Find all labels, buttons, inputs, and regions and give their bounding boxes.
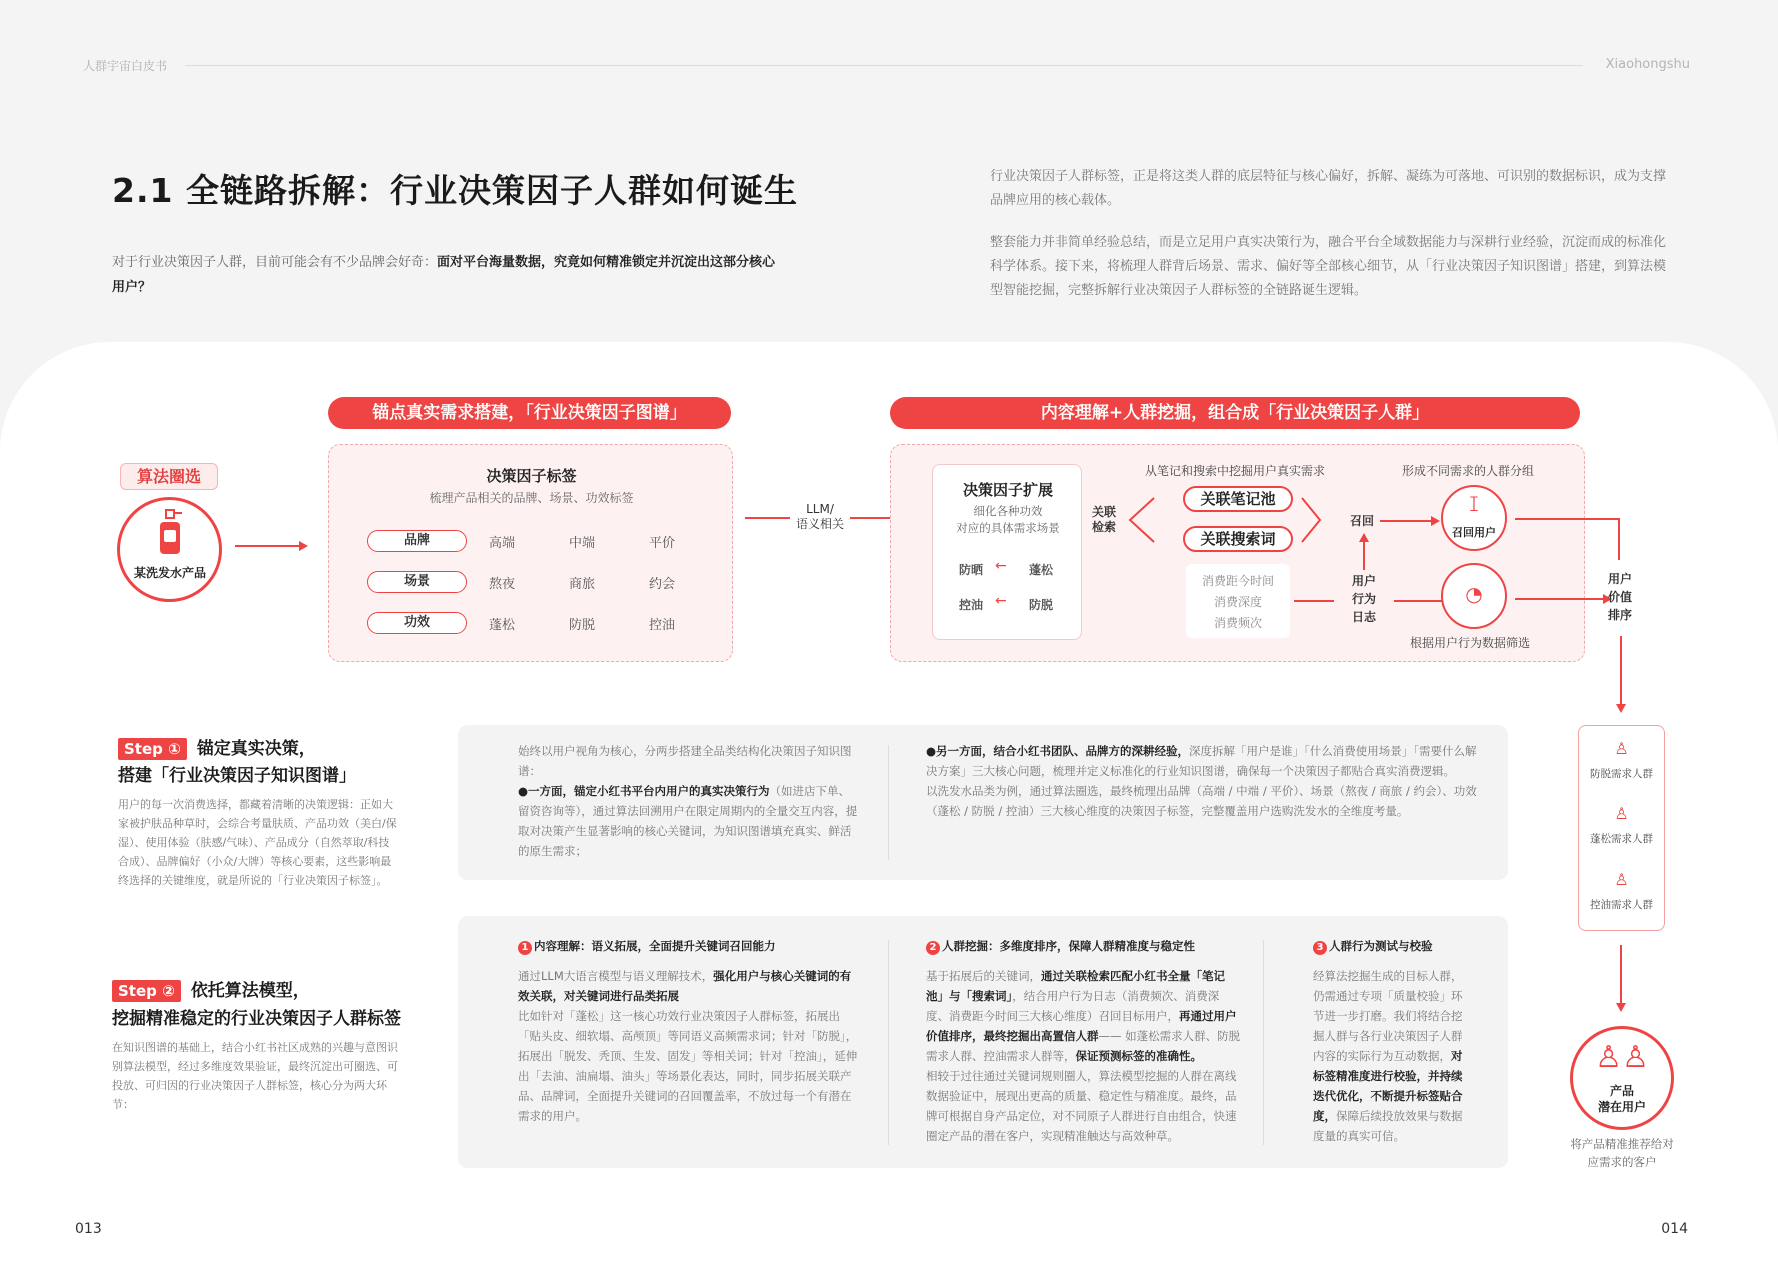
person-icon: ♙ — [1614, 804, 1629, 823]
left-arrow-icon: ← — [995, 558, 1007, 574]
step2-col2: 基于拓展后的关键词，通过关联检索匹配小红书全量「笔记池」与「搜索词」，结合用户行为日志（消费频次、消费深度、消费距今时间三大核心维度）召回目标用户，再通过用户价值排序，最终挖掘出高置信人群—— 如蓬松需求人群、防脱需求人群、控油需求人群等，保证预测标签的准确性。 相较于过往通过关键词规则圈人，算法模型挖掘的人群在离线数据验证中，展现出更高的质量、稳定性与精准度。最终，品牌可根据自身产品定位，对不同原子人群进行自由组合，快速圈定产品的潜在客户，实现精准触达与高效种草。 — [926, 969, 1241, 1143]
filter-icon: ◔ — [1465, 582, 1483, 606]
person-icon: ♙ — [1614, 870, 1629, 889]
step2-col1: 通过LLM大语言模型与语义理解技术，强化用户与核心关键词的有效关联，对关键词进行品类拓展 比如针对「蓬松」这一核心功效行业决策因子人群标签，拓展出「贴头皮、细软塌、高颅顶」等同语义高频需求词；针对「防脱」，拓展出「脱发、秃顶、生发、固发」等相关词；针对「控油」，延伸出「去油、油扁塌、油头」等场景化表达，同时，同步拓展关联产品、品牌词，全面提升关键词的召回覆盖率，不放过每一个有潜在需求的用户。 — [518, 969, 858, 1123]
recall-users-circle — [1441, 485, 1507, 551]
tag-cell: 中端 — [568, 536, 595, 551]
left-arrow-icon: ← — [995, 593, 1007, 609]
potential-users-label: 产品 潜在用户 — [1597, 1084, 1646, 1114]
line-down-sort — [1618, 518, 1620, 560]
divider — [1263, 940, 1264, 1145]
expand-title: 决策因子扩展 — [962, 481, 1053, 499]
tag-cell: 熬夜 — [488, 577, 515, 592]
step1-desc: 用户的每一次消费选择，都藏着清晰的决策逻辑：正如大家被护肤品种草时，会综合考量肤质、产品功效（美白/保湿）、使用体验（肤感/气味）、产品成分（自然萃取/科技合成）、品牌偏好（小众/大牌）等核心要素，这些影响最终选择的关键维度，就是所说的「行业决策因子标签」。 — [118, 798, 397, 887]
step2-col3: 经算法挖掘生成的目标人群，仍需通过专项「质量校验」环节进一步打磨。我们将结合挖掘人群与各行业决策因子人群内容的实际行为互动数据，对标签精准度进行校验，并持续迭代优化，不断提升标签贴合度，保障后续投放效果与数据度量的真实可信。 — [1313, 969, 1463, 1143]
right-paragraph-2: 整套能力并非简单经验总结，而是立足用户真实决策行为，融合平台全域数据能力与深耕行业经验，沉淀而成的标准化科学体系。接下来，将梳理人群背后场景、需求、偏好等全部核心细节，从「行业决策因子知识图谱」搭建，到算法模型智能挖掘，完整拆解行业决策因子人群标签的全链路诞生逻辑。 — [990, 235, 1667, 298]
expand-box — [932, 464, 1082, 640]
divider — [888, 940, 889, 1145]
line-recall-to-sort — [1515, 518, 1620, 520]
fork-connector — [1122, 490, 1182, 550]
line-to-potential — [1620, 945, 1622, 1005]
right-paragraph-1: 行业决策因子人群标签，正是将这类人群的底层特征与核心偏好，拆解、凝练为可落地、可识别的数据标识，成为支撑品牌应用的核心载体。 — [990, 169, 1667, 208]
note-pool-pill: 关联笔记池 — [1183, 486, 1293, 512]
search-word-pill: 关联搜索词 — [1183, 526, 1293, 552]
group-title: 形成不同需求的人群分组 — [1402, 464, 1535, 478]
recommend-text: 将产品精准推荐给对应需求的客户 — [1570, 1137, 1674, 1169]
step2-detail-box — [458, 916, 1508, 1168]
page-title: 2.1 全链路拆解：行业决策因子人群如何诞生 — [112, 171, 798, 210]
expand-cell: 防脱 — [1029, 598, 1054, 612]
number-badge: 2 — [926, 941, 940, 955]
tag-cell: 蓬松 — [488, 618, 515, 633]
intro-text: 对于行业决策因子人群，目前可能会有不少品牌会好奇：面对平台海量数据，究竟如何精准锁定并沉淀出这部分核心用户？ — [112, 255, 776, 295]
tags-title: 决策因子标签 — [486, 467, 577, 485]
header-right: Xiaohongshu — [1605, 57, 1690, 72]
tag-cell: 商旅 — [568, 577, 595, 592]
arrow-log-up — [1363, 540, 1365, 570]
header-left: 人群宇宙白皮书 — [83, 59, 168, 73]
banner-right: 内容理解+人群挖掘，组合成「行业决策因子人群」 — [890, 397, 1580, 429]
expand-cell: 控油 — [959, 598, 984, 612]
tag-row-name: 场景 — [367, 571, 467, 593]
potential-users-circle — [1570, 1026, 1674, 1130]
step2-desc: 在知识图谱的基础上，结合小红书社区成熟的兴趣与意图识别算法模型，经过多维度效果验证，最终沉淀出可圈选、可投放、可归因的行业决策因子人群标签，核心分为两大环节： — [112, 1041, 398, 1111]
person-icon: ♙ — [1614, 739, 1629, 758]
tag-row-name: 品牌 — [367, 530, 467, 552]
need-groups-box — [1578, 725, 1665, 931]
filter-circle — [1441, 563, 1507, 629]
filter-label: 根据用户行为数据筛选 — [1410, 636, 1531, 650]
recall-users-label: 召回用户 — [1452, 526, 1496, 539]
number-badge: 3 — [1313, 941, 1327, 955]
number-badge: 1 — [518, 941, 532, 955]
algo-select-tag: 算法圈选 — [120, 463, 218, 490]
product-circle — [117, 497, 222, 602]
assoc-label: 关联 检索 — [1092, 505, 1117, 534]
tag-cell: 平价 — [648, 536, 675, 551]
arrow-recall — [1380, 520, 1433, 522]
value-sort-label: 用户 价值 排序 — [1607, 572, 1632, 622]
shampoo-bottle-icon — [150, 508, 190, 556]
arrowhead-7 — [1616, 704, 1626, 713]
users-icon: ♙♙ — [1595, 1040, 1649, 1075]
behavior-log-label: 用户 行为 日志 — [1334, 572, 1394, 626]
users-icon: ꕯ — [1468, 492, 1480, 516]
step2-title2: 挖掘精准稳定的行业决策因子人群标签 — [112, 1009, 401, 1029]
step1-title2: 搭建「行业决策因子知识图谱」 — [118, 766, 356, 786]
expand-cell: 蓬松 — [1029, 563, 1054, 577]
line-sort-down — [1620, 636, 1622, 706]
step2-header — [112, 978, 310, 1004]
page-number-left: 013 — [75, 1221, 102, 1237]
step1-col2: ●另一方面，结合小红书团队、品牌方的深耕经验，深度拆解「用户是谁」「什么消费使用场景」「需要什么解决方案」三大核心问题，梳理并定义标准化的行业知识图谱，确保每一个决策因子都贴合真实消费逻辑。 以洗发水品类为例，通过算法圈选，最终梳理出品牌（高端 / 中端 / 平价）、场景（熬夜 / 商旅 / 约会）、功效（蓬松 / 防脱 / 控油）三大核心维度的决策因子标签，完整覆盖用户选购洗发水的全维度考量。 — [926, 744, 1477, 818]
metric: 消费距今时间 — [1201, 574, 1274, 588]
arrow-product-to-tags — [235, 545, 301, 547]
decision-tags-box — [328, 444, 733, 662]
step2-col2-title: 2 人群挖掘：多维度排序，保障人群精准度与稳定性 — [926, 938, 1195, 955]
metric: 消费深度 — [1213, 595, 1262, 609]
arrowhead-1 — [299, 541, 308, 551]
expand-sub2: 对应的具体需求场景 — [956, 521, 1060, 535]
step1-title1: 锚定真实决策， — [196, 739, 316, 759]
step2-badge: Step ② — [112, 980, 181, 1002]
page-number-right: 014 — [1661, 1221, 1688, 1237]
banner-left: 锚点真实需求搭建，「行业决策因子图谱」 — [328, 397, 731, 429]
tag-cell: 防脱 — [568, 618, 595, 633]
step2-title1: 依托算法模型， — [190, 981, 310, 1001]
recall-label: 召回 — [1350, 514, 1375, 528]
metrics-box — [1186, 564, 1290, 638]
divider — [888, 745, 889, 860]
step1-col1: 始终以用户视角为核心，分两步搭建全品类结构化决策因子知识图谱： ●一方面，锚定小红书平台内用户的真实决策行为（如进店下单、留资咨询等），通过算法回溯用户在限定周期内的全量交互内容，提取对决策产生显著影响的核心关键词，为知识图谱填充真实、鲜活的原生需求； — [518, 744, 858, 858]
arrowhead-3 — [1431, 516, 1440, 526]
tags-subtitle: 梳理产品相关的品牌、场景、功效标签 — [429, 491, 634, 505]
step2-col1-title: 1 内容理解：语义拓展，全面提升关键词召回能力 — [518, 938, 776, 955]
arrowhead-8 — [1616, 1003, 1626, 1012]
expand-sub1: 细化各种功效 — [973, 504, 1043, 518]
step2-col3-title: 3 人群行为测试与校验 — [1313, 938, 1433, 955]
tag-cell: 高端 — [488, 536, 515, 551]
header-divider — [185, 65, 1583, 66]
expand-cell: 防晒 — [959, 563, 984, 577]
arrowhead-5 — [1359, 533, 1369, 542]
step1-badge: Step ① — [118, 738, 187, 760]
merge-connector — [1298, 490, 1358, 550]
need-group: 控油需求人群 — [1590, 899, 1653, 911]
product-label: 某洗发水产品 — [134, 566, 207, 580]
tag-cell: 控油 — [648, 618, 675, 633]
tag-cell: 约会 — [648, 577, 675, 592]
tag-row-name: 功效 — [367, 612, 467, 634]
metric: 消费频次 — [1213, 616, 1262, 630]
mine-title: 从笔记和搜索中挖掘用户真实需求 — [1145, 464, 1326, 478]
need-group: 蓬松需求人群 — [1590, 833, 1653, 845]
step1-header — [118, 736, 316, 762]
llm-label: LLM/ 语义相关 — [790, 502, 850, 532]
line-filter-to-sort — [1515, 598, 1605, 600]
need-group: 防脱需求人群 — [1590, 768, 1653, 780]
step1-detail-box — [458, 725, 1508, 880]
